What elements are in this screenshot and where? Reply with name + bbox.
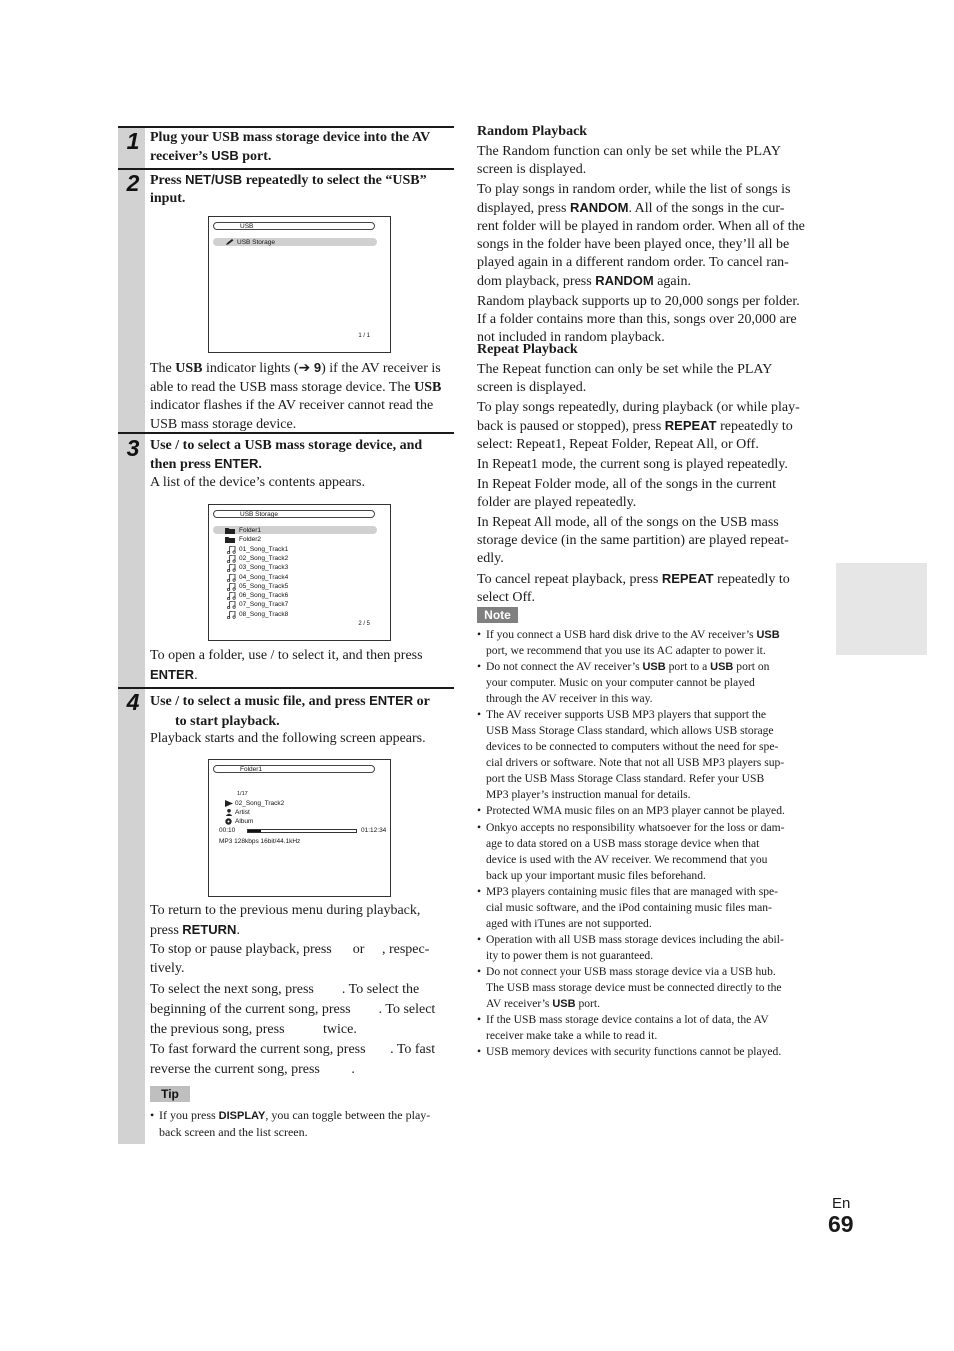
song-list-item <box>227 563 288 572</box>
list-item-label: Folder2 <box>239 536 262 544</box>
list-item: USB Storage <box>225 238 275 247</box>
song-list-item <box>227 591 288 600</box>
tip-label: Tip <box>150 1086 190 1102</box>
section-heading: Repeat Playback <box>477 342 578 357</box>
repeat-playback-section: Repeat Playback The Repeat function can only be set while the PLAY screen is displayed. To play songs repeatedly, during playback (or while play- back is paused or stopped), press REPEAT repeatedly to select: Repeat1, Repeat Folder, Repeat All, or Off. In Repeat1 mode, the current song is played repeatedly. In Repeat Folder mode, all of the songs in the current folder are played repeatedly. In Repeat All mode, all of the songs on the USB mass storage device (in the same partition) are played repeat- edly. To cancel repeat playback, press REPEAT repeatedly to select Off. <box>477 341 813 607</box>
pencil-icon <box>225 239 235 246</box>
list-item-label: 08_Song_Track8 <box>239 610 289 618</box>
note-bullet: • Do not connect your USB mass storage device via a USB hub. The USB mass storage device must be connected directly to the AV receiver’s USB port. <box>477 965 782 1010</box>
screen-title: USB <box>213 222 375 230</box>
page-indicator: 2 / 5 <box>358 621 370 627</box>
screen-title: USB Storage <box>213 510 375 518</box>
step-number-1: 1 <box>126 128 140 154</box>
music-note-icon <box>227 611 236 622</box>
step-divider <box>118 687 454 689</box>
album-name: Album <box>225 817 253 826</box>
stop-pause-description: To stop or pause playback, press or , respec- tively. <box>150 942 430 976</box>
list-item-label: 05_Song_Track5 <box>239 582 289 590</box>
list-item-label: 02_Song_Track2 <box>239 554 289 562</box>
open-folder-description: To open a folder, use / to select it, and then press ENTER. <box>150 648 423 683</box>
list-item-label: 01_Song_Track1 <box>239 545 289 553</box>
list-item-label: 06_Song_Track6 <box>239 592 289 600</box>
step-divider <box>118 126 454 128</box>
song-list-item <box>227 610 288 619</box>
step-2-instruction: Press NET/USB repeatedly to select the “USB” input. <box>150 172 427 206</box>
skip-description: To select the next song, press . To select the beginning of the current song, press . To select the previous song, press twice. <box>150 982 436 1037</box>
step-margin-bar <box>118 126 145 1144</box>
folder-list-item <box>225 526 261 535</box>
screen-title: Folder1 <box>213 765 375 773</box>
section-heading: Random Playback <box>477 124 588 139</box>
note-bullet: • If you connect a USB hard disk drive to the AV receiver’s USB port, we recommend that you use its AC adapter to power it. <box>477 628 780 657</box>
note-bullet: • If the USB mass storage device contains a lot of data, the AV receiver make take a while to read it. <box>477 1013 769 1042</box>
step-4-description: Playback starts and the following screen appears. <box>150 731 426 746</box>
page-indicator: 1 / 1 <box>358 333 370 339</box>
section-tab <box>836 563 927 655</box>
song-list-item <box>227 582 288 591</box>
list-item-label: Folder1 <box>239 527 262 534</box>
song-list-item <box>227 573 288 582</box>
play-icon <box>225 800 233 807</box>
step-2-description: The USB indicator lights (➔ 9) if the AV receiver is able to read the USB mass storage device. The USB indicator flashes if the AV receiver cannot read the USB mass storage device. <box>150 359 442 432</box>
playback-screen <box>208 759 391 897</box>
audio-format: MP3 128kbps 16bit/44.1kHz <box>219 838 301 845</box>
fast-forward-description: To fast forward the current song, press . To fast reverse the current song, press . <box>150 1042 436 1077</box>
step-3-instruction: Use / to select a USB mass storage device, and then press ENTER. <box>150 438 423 472</box>
return-description: To return to the previous menu during playback, press RETURN. <box>150 903 421 938</box>
step-number-3: 3 <box>126 435 140 461</box>
song-list-item <box>227 554 288 563</box>
language-code: En <box>832 1195 851 1212</box>
list-item-label: 03_Song_Track3 <box>239 564 289 572</box>
device-contents-screen <box>208 504 391 641</box>
random-playback-section: Random Playback The Random function can only be set while the PLAY screen is displayed. To play songs in random order, while the list of songs is displayed, press RANDOM. All of the songs in the cur- rent folder will be played in random order. When all of the songs in the folder have been played once, they’ll all be played again in a different random order. To cancel ran- dom playback, press RANDOM again. Random playback supports up to 20,000 songs per folder. If a folder contains more than this, songs over 20,000 are not included in random playback. <box>477 123 813 347</box>
arrow-right-icon: ➔ <box>298 359 311 375</box>
note-bullet: • Do not connect the AV receiver’s USB port to a USB port on your computer. Music on your computer cannot be played through the AV receiver in this way. <box>477 660 770 705</box>
note-bullet: • USB memory devices with security functions cannot be played. <box>477 1045 782 1058</box>
step-number-2: 2 <box>126 170 140 196</box>
artist-name: Artist <box>225 808 250 817</box>
track-title: 02_Song_Track2 <box>225 799 284 808</box>
page-number: 69 <box>828 1211 854 1237</box>
note-bullet: • Onkyo accepts no responsibility whatsoever for the loss or dam- age to data stored on a USB mass storage device when that device is used with the AV receiver. We recommend that you back up your important music files beforehand. <box>477 821 785 882</box>
total-time: 01:12:34 <box>361 827 387 834</box>
step-number-4: 4 <box>126 689 140 715</box>
list-item-label: 07_Song_Track7 <box>239 601 289 609</box>
step-3-description: A list of the device’s contents appears. <box>150 475 365 490</box>
note-bullet: • MP3 players containing music files that are managed with spe- cial music software, and the iPod containing music files man- aged with iTunes are not supported. <box>477 885 779 930</box>
folder-list-item <box>225 535 261 544</box>
album-disc-icon <box>225 818 233 825</box>
step-divider <box>118 168 454 170</box>
elapsed-time: 00:10 <box>219 827 236 834</box>
tip-bullet: • If you press DISPLAY, you can toggle between the play- back screen and the list screen. <box>150 1108 431 1139</box>
note-bullet: • The AV receiver supports USB MP3 players that support the USB Mass Storage Class standard, which allows USB storage devices to be connected to computers without the need for spe- cial drivers or software. Note that not all USB MP3 players sup- port the USB Mass Storage Class standard. Refer your USB MP3 player’s instruction manual for details. <box>477 708 785 801</box>
usb-input-screen <box>208 216 391 353</box>
procedure-column <box>118 126 454 1144</box>
note-bullet: • Operation with all USB mass storage devices including the abil- ity to power them is not guaranteed. <box>477 933 784 962</box>
track-number: 1/17 <box>237 791 248 797</box>
note-bullet: • Protected WMA music files on an MP3 player cannot be played. <box>477 804 785 817</box>
step-4-instruction: Use / to select a music file, and press ENTER or to start playback. <box>150 693 430 729</box>
step-divider <box>118 432 454 434</box>
artist-icon <box>225 809 233 816</box>
progress-bar <box>247 829 357 833</box>
step-1-instruction: Plug your USB mass storage device into the AV receiver’s USB port. <box>150 130 431 164</box>
song-list-item <box>227 545 288 554</box>
progress-bar-fill <box>248 830 261 832</box>
song-list-item <box>227 600 288 609</box>
list-item-label: 04_Song_Track4 <box>239 573 289 581</box>
note-label: Note <box>477 607 518 623</box>
